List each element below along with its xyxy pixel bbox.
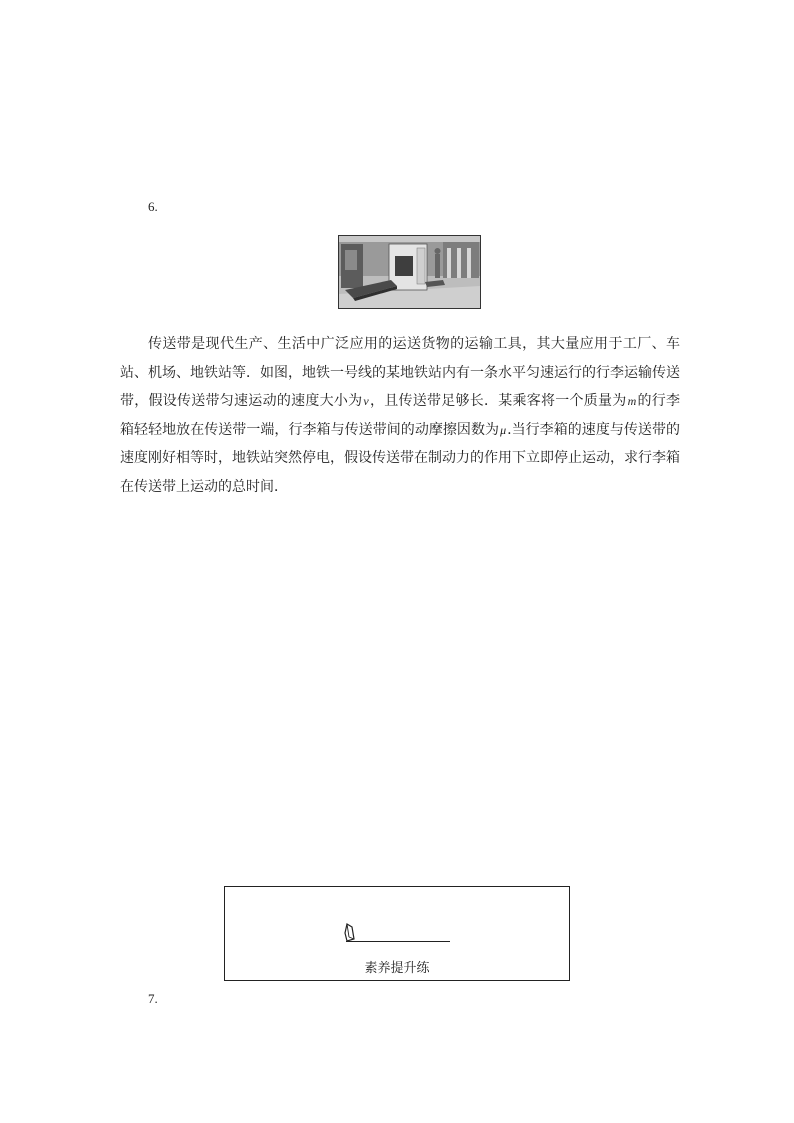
question-6-text — [120, 330, 680, 502]
section-header-box — [224, 886, 570, 981]
baggage-scanner-photo — [338, 235, 481, 309]
var-mu: μ — [500, 422, 507, 437]
question-6-number: 6. — [148, 199, 158, 214]
text-part-2: ，且传送带足够长．某乘客将一个质量为 — [369, 393, 627, 410]
text-part-1: 传送带是现代生产、生活中广泛应用的运送货物的运输工具，其大量应用于工厂、车站、机场、地铁站等．如图，地铁一号线的某地铁站内有一条水平匀速运行的行李运输传送带，假设传送带匀速运动的速度大小为 — [120, 336, 680, 410]
section-underline — [346, 941, 450, 942]
text-part-4: .当行李箱的速度与传送带的速度刚好相等时，地铁站突然停电，假设传送带在制动力的作用下立即停止运动，求行李箱在传送带上运动的总时间． — [120, 421, 681, 495]
section-title: 素养提升练 — [364, 961, 430, 976]
question-7-number: 7. — [148, 991, 158, 1006]
text-part-3: 的行李箱轻轻地放在传送带一端，行李箱与传送带间的动摩擦因数为 — [120, 393, 681, 438]
var-v: v — [363, 394, 369, 409]
var-m: m — [627, 394, 637, 409]
